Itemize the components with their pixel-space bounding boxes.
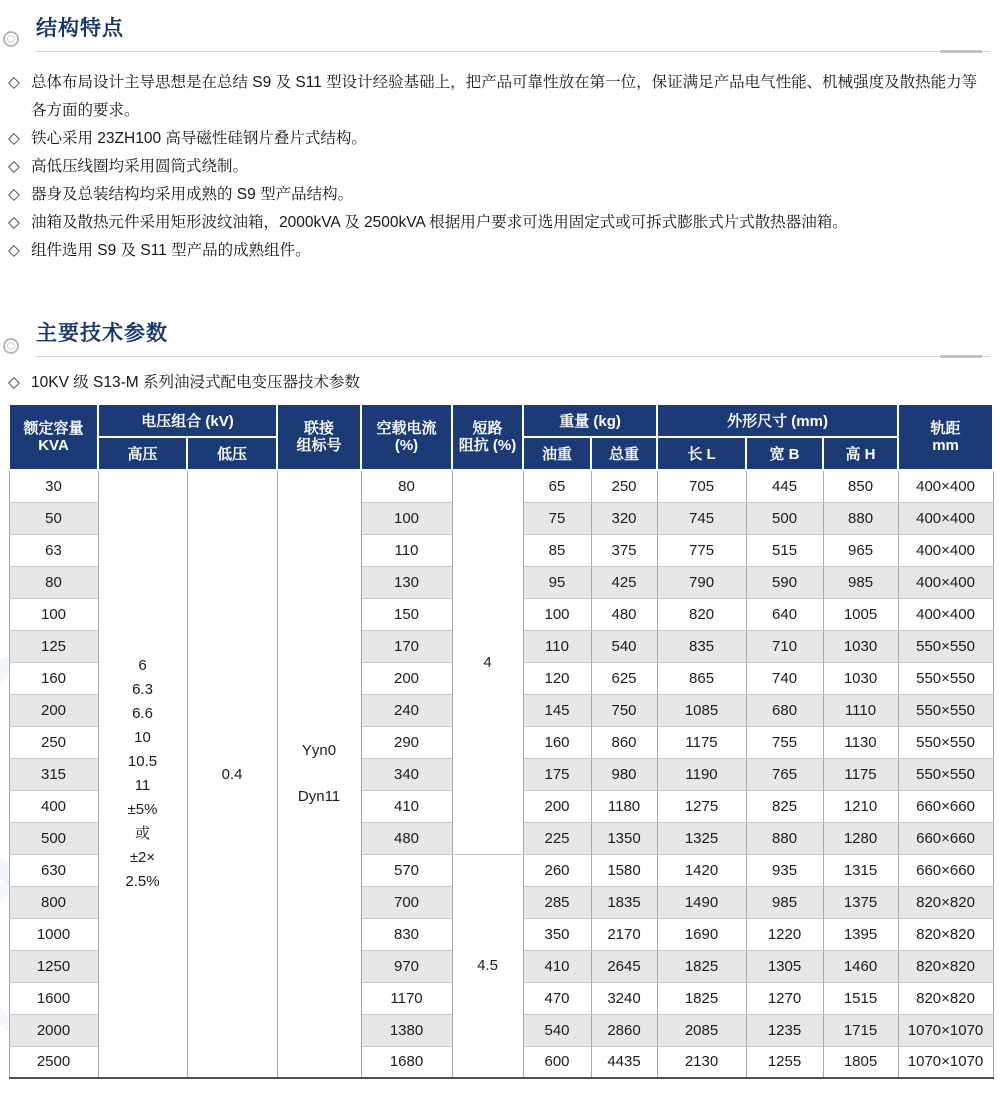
cell-capacity: 80 (9, 566, 98, 598)
section-title-params: 主要技术参数 (36, 322, 168, 345)
cell-width: 935 (746, 854, 823, 886)
cell-total-weight: 375 (591, 534, 657, 566)
cell-length: 2130 (657, 1046, 746, 1078)
cell-height: 1030 (823, 630, 898, 662)
cell-gauge: 1070×1070 (898, 1046, 993, 1078)
cell-length: 745 (657, 502, 746, 534)
feature-item (8, 125, 990, 153)
feature-item-text: 油箱及散热元件采用矩形波纹油箱，2000kVA 及 2500kVA 根据用户要求可选用固定式或可拆式膨胀式片式散热器油箱。 (31, 214, 848, 231)
cell-capacity: 315 (9, 758, 98, 790)
cell-width: 640 (746, 598, 823, 630)
cell-height: 880 (823, 502, 898, 534)
col-header-weight-group: 重量 (kg) (523, 404, 657, 437)
cell-width: 680 (746, 694, 823, 726)
col-header-height: 高 H (823, 437, 898, 470)
cell-height: 1805 (823, 1046, 898, 1078)
cell-width: 590 (746, 566, 823, 598)
cell-length: 1085 (657, 694, 746, 726)
cell-width: 1255 (746, 1046, 823, 1078)
cell-total-weight: 3240 (591, 982, 657, 1014)
feature-item-text: 高低压线圈均采用圆筒式绕制。 (31, 158, 249, 175)
cell-no-load-current: 170 (361, 630, 452, 662)
feature-item (8, 181, 990, 209)
col-header-no-load-current: 空载电流 (%) (361, 404, 452, 470)
cell-capacity: 500 (9, 822, 98, 854)
cell-total-weight: 860 (591, 726, 657, 758)
diamond-bullet-icon: ◇ (8, 214, 20, 231)
cell-no-load-current: 570 (361, 854, 452, 886)
ring-ornament-icon (3, 338, 19, 354)
cell-gauge: 820×820 (898, 918, 993, 950)
diamond-bullet-icon: ◇ (8, 130, 20, 147)
cell-oil-weight: 120 (523, 662, 591, 694)
cell-total-weight: 4435 (591, 1046, 657, 1078)
cell-vector-group: Yyn0 Dyn11 (277, 470, 361, 1078)
col-header-voltage-group: 电压组合 (kV) (98, 404, 277, 437)
cell-oil-weight: 75 (523, 502, 591, 534)
cell-gauge: 550×550 (898, 630, 993, 662)
cell-no-load-current: 100 (361, 502, 452, 534)
cell-gauge: 400×400 (898, 470, 993, 502)
section-title-features: 结构特点 (36, 17, 124, 40)
cell-oil-weight: 85 (523, 534, 591, 566)
feature-item-text: 总体布局设计主导思想是在总结 S9 及 S11 型设计经验基础上，把产品可靠性放在第一位，保证满足产品电气性能、机械强度及散热能力等各方面的要求。 (31, 74, 978, 119)
cell-height: 1030 (823, 662, 898, 694)
cell-no-load-current: 480 (361, 822, 452, 854)
cell-width: 500 (746, 502, 823, 534)
diamond-bullet-icon: ◇ (8, 374, 20, 391)
cell-no-load-current: 340 (361, 758, 452, 790)
cell-no-load-current: 290 (361, 726, 452, 758)
cell-width: 1305 (746, 950, 823, 982)
cell-gauge: 400×400 (898, 502, 993, 534)
cell-total-weight: 750 (591, 694, 657, 726)
cell-no-load-current: 80 (361, 470, 452, 502)
cell-no-load-current: 130 (361, 566, 452, 598)
section-params-header (0, 317, 1000, 357)
diamond-bullet-icon: ◇ (8, 186, 20, 203)
cell-gauge: 550×550 (898, 694, 993, 726)
cell-height: 850 (823, 470, 898, 502)
cell-width: 740 (746, 662, 823, 694)
cell-total-weight: 1580 (591, 854, 657, 886)
cell-width: 765 (746, 758, 823, 790)
table-subtitle (8, 372, 990, 394)
cell-total-weight: 320 (591, 502, 657, 534)
cell-capacity: 400 (9, 790, 98, 822)
cell-height: 1315 (823, 854, 898, 886)
cell-no-load-current: 1380 (361, 1014, 452, 1046)
cell-width: 1270 (746, 982, 823, 1014)
cell-capacity: 2500 (9, 1046, 98, 1078)
col-header-total-weight: 总重 (591, 437, 657, 470)
cell-height: 1375 (823, 886, 898, 918)
cell-height: 1395 (823, 918, 898, 950)
col-header-impedance: 短路 阻抗 (%) (452, 404, 523, 470)
cell-total-weight: 625 (591, 662, 657, 694)
cell-total-weight: 980 (591, 758, 657, 790)
cell-gauge: 400×400 (898, 566, 993, 598)
cell-capacity: 1250 (9, 950, 98, 982)
cell-oil-weight: 100 (523, 598, 591, 630)
cell-capacity: 63 (9, 534, 98, 566)
cell-capacity: 125 (9, 630, 98, 662)
cell-length: 775 (657, 534, 746, 566)
col-header-lv: 低压 (187, 437, 277, 470)
cell-gauge: 550×550 (898, 758, 993, 790)
cell-oil-weight: 260 (523, 854, 591, 886)
cell-oil-weight: 600 (523, 1046, 591, 1078)
feature-item (8, 153, 990, 181)
spec-table-body (9, 470, 993, 1078)
cell-total-weight: 2170 (591, 918, 657, 950)
cell-height: 1715 (823, 1014, 898, 1046)
cell-oil-weight: 95 (523, 566, 591, 598)
cell-gauge: 550×550 (898, 662, 993, 694)
cell-capacity: 160 (9, 662, 98, 694)
cell-height: 985 (823, 566, 898, 598)
cell-oil-weight: 410 (523, 950, 591, 982)
divider-line (36, 356, 990, 357)
cell-oil-weight: 285 (523, 886, 591, 918)
divider-end-dash (940, 355, 982, 358)
cell-length: 835 (657, 630, 746, 662)
cell-height: 1460 (823, 950, 898, 982)
cell-oil-weight: 350 (523, 918, 591, 950)
col-header-oil-weight: 油重 (523, 437, 591, 470)
diamond-bullet-icon: ◇ (8, 158, 20, 175)
cell-no-load-current: 830 (361, 918, 452, 950)
cell-impedance: 4.5 (452, 854, 523, 1078)
cell-width: 755 (746, 726, 823, 758)
cell-width: 1220 (746, 918, 823, 950)
col-header-capacity: 额定容量 KVA (9, 404, 98, 470)
cell-no-load-current: 150 (361, 598, 452, 630)
cell-length: 1175 (657, 726, 746, 758)
cell-total-weight: 480 (591, 598, 657, 630)
cell-capacity: 630 (9, 854, 98, 886)
feature-list (8, 69, 990, 265)
cell-length: 1825 (657, 982, 746, 1014)
feature-item (8, 69, 990, 125)
divider-end-dash (940, 50, 982, 53)
cell-capacity: 250 (9, 726, 98, 758)
cell-length: 865 (657, 662, 746, 694)
cell-length: 790 (657, 566, 746, 598)
cell-length: 1690 (657, 918, 746, 950)
cell-gauge: 400×400 (898, 534, 993, 566)
cell-no-load-current: 1680 (361, 1046, 452, 1078)
feature-item (8, 237, 990, 265)
cell-total-weight: 1835 (591, 886, 657, 918)
cell-oil-weight: 540 (523, 1014, 591, 1046)
cell-no-load-current: 410 (361, 790, 452, 822)
cell-width: 1235 (746, 1014, 823, 1046)
cell-width: 825 (746, 790, 823, 822)
cell-length: 1420 (657, 854, 746, 886)
spec-table (8, 403, 994, 1079)
cell-width: 985 (746, 886, 823, 918)
cell-length: 2085 (657, 1014, 746, 1046)
cell-length: 705 (657, 470, 746, 502)
cell-width: 445 (746, 470, 823, 502)
cell-height: 1210 (823, 790, 898, 822)
col-header-dimensions-group: 外形尺寸 (mm) (657, 404, 898, 437)
divider-line (36, 51, 990, 52)
ring-ornament-icon (3, 31, 19, 47)
cell-capacity: 100 (9, 598, 98, 630)
cell-oil-weight: 200 (523, 790, 591, 822)
cell-gauge: 660×660 (898, 854, 993, 886)
cell-capacity: 1000 (9, 918, 98, 950)
col-header-vector-group: 联接 组标号 (277, 404, 361, 470)
cell-gauge: 820×820 (898, 886, 993, 918)
cell-height: 1130 (823, 726, 898, 758)
cell-oil-weight: 145 (523, 694, 591, 726)
cell-length: 820 (657, 598, 746, 630)
cell-gauge: 820×820 (898, 950, 993, 982)
cell-oil-weight: 110 (523, 630, 591, 662)
cell-lv: 0.4 (187, 470, 277, 1078)
cell-length: 1190 (657, 758, 746, 790)
cell-width: 710 (746, 630, 823, 662)
cell-gauge: 820×820 (898, 982, 993, 1014)
cell-total-weight: 2645 (591, 950, 657, 982)
cell-gauge: 550×550 (898, 726, 993, 758)
cell-no-load-current: 970 (361, 950, 452, 982)
table-row (9, 470, 993, 502)
cell-no-load-current: 110 (361, 534, 452, 566)
cell-total-weight: 1350 (591, 822, 657, 854)
cell-length: 1825 (657, 950, 746, 982)
cell-capacity: 50 (9, 502, 98, 534)
col-header-hv: 高压 (98, 437, 187, 470)
cell-height: 1110 (823, 694, 898, 726)
cell-height: 1005 (823, 598, 898, 630)
cell-length: 1275 (657, 790, 746, 822)
cell-capacity: 30 (9, 470, 98, 502)
cell-width: 880 (746, 822, 823, 854)
col-header-width: 宽 B (746, 437, 823, 470)
cell-no-load-current: 200 (361, 662, 452, 694)
diamond-bullet-icon: ◇ (8, 74, 20, 91)
cell-oil-weight: 65 (523, 470, 591, 502)
cell-capacity: 800 (9, 886, 98, 918)
cell-height: 1175 (823, 758, 898, 790)
cell-capacity: 2000 (9, 1014, 98, 1046)
cell-oil-weight: 160 (523, 726, 591, 758)
cell-height: 1515 (823, 982, 898, 1014)
cell-gauge: 660×660 (898, 822, 993, 854)
cell-oil-weight: 470 (523, 982, 591, 1014)
section-features-header (0, 0, 1000, 52)
cell-gauge: 400×400 (898, 598, 993, 630)
cell-total-weight: 425 (591, 566, 657, 598)
col-header-gauge: 轨距 mm (898, 404, 993, 470)
feature-item (8, 209, 990, 237)
cell-capacity: 1600 (9, 982, 98, 1014)
cell-no-load-current: 240 (361, 694, 452, 726)
cell-capacity: 200 (9, 694, 98, 726)
cell-impedance: 4 (452, 470, 523, 854)
cell-length: 1325 (657, 822, 746, 854)
feature-item-text: 组件选用 S9 及 S11 型产品的成熟组件。 (31, 242, 311, 259)
cell-length: 1490 (657, 886, 746, 918)
cell-gauge: 1070×1070 (898, 1014, 993, 1046)
cell-height: 1280 (823, 822, 898, 854)
table-subtitle-text: 10KV 级 S13-M 系列油浸式配电变压器技术参数 (31, 374, 360, 391)
feature-item-text: 铁心采用 23ZH100 高导磁性硅钢片叠片式结构。 (31, 130, 367, 147)
cell-total-weight: 1180 (591, 790, 657, 822)
cell-height: 965 (823, 534, 898, 566)
cell-oil-weight: 225 (523, 822, 591, 854)
cell-total-weight: 2860 (591, 1014, 657, 1046)
cell-hv-taps: 6 6.3 6.6 10 10.5 11 ±5% 或 ±2× 2.5% (98, 470, 187, 1078)
cell-total-weight: 540 (591, 630, 657, 662)
cell-no-load-current: 1170 (361, 982, 452, 1014)
feature-item-text: 器身及总装结构均采用成熟的 S9 型产品结构。 (31, 186, 354, 203)
col-header-length: 长 L (657, 437, 746, 470)
cell-no-load-current: 700 (361, 886, 452, 918)
diamond-bullet-icon: ◇ (8, 242, 20, 259)
cell-oil-weight: 175 (523, 758, 591, 790)
cell-total-weight: 250 (591, 470, 657, 502)
cell-width: 515 (746, 534, 823, 566)
cell-gauge: 660×660 (898, 790, 993, 822)
